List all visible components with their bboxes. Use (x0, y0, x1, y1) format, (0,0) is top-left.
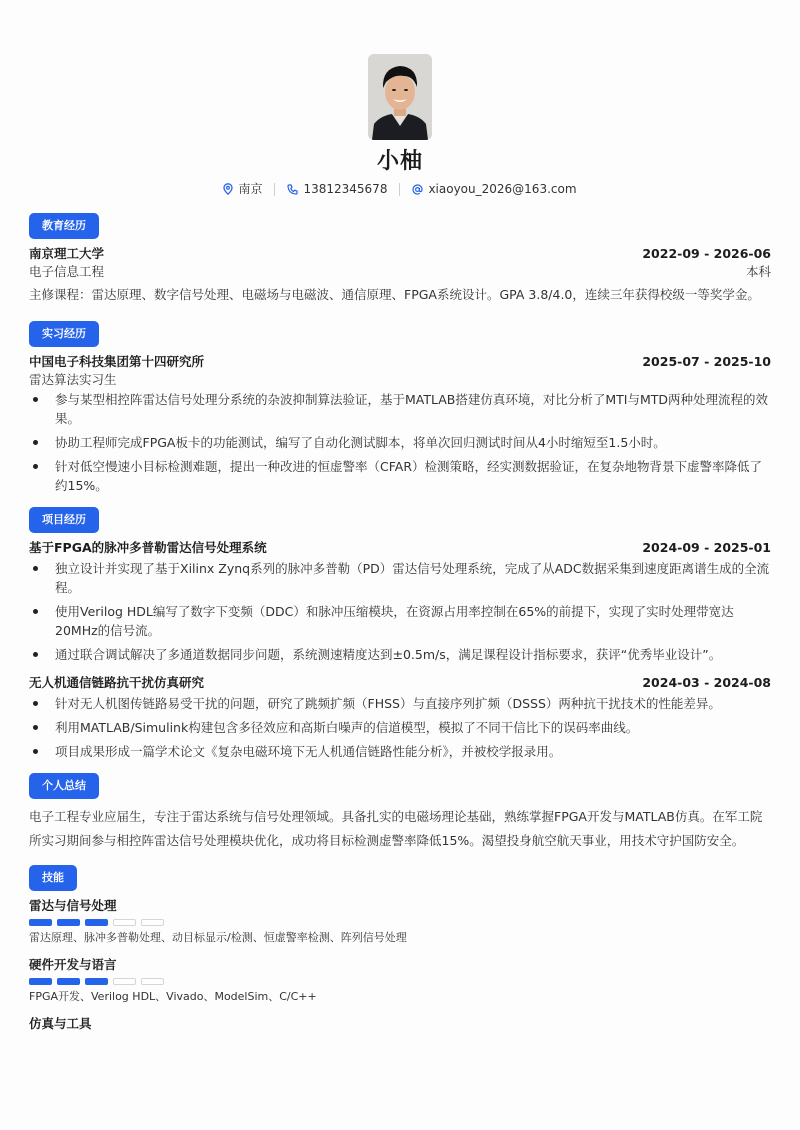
phone-icon (287, 184, 298, 195)
skill-description: FPGA开发、Verilog HDL、Vivado、ModelSim、C/C++ (29, 990, 317, 1003)
level-bar-filled (29, 919, 52, 926)
skill-name: 雷达与信号处理 (29, 898, 117, 913)
resume-header (29, 0, 771, 197)
degree: 本科 (745, 264, 771, 279)
summary-section (29, 773, 771, 853)
list-item: 项目成果形成一篇学术论文《复杂电磁环境下无人机通信链路性能分析》，并被校学报录用。 (29, 742, 771, 761)
project-header-row (29, 539, 771, 557)
education-sub-row (29, 263, 771, 280)
list-item: 利用MATLAB/Simulink构建包含多径效应和高斯白噪声的信道模型，模拟了不同干信比下的误码率曲线。 (29, 718, 771, 737)
list-item: 针对无人机图传链路易受干扰的问题，研究了跳频扩频（FHSS）与直接序列扩频（DSSS）两种抗干扰技术的性能差异。 (29, 694, 771, 713)
internship-date: 2025-07 - 2025-10 (642, 354, 771, 369)
internship-header-row (29, 353, 771, 371)
skill-name: 仿真与工具 (29, 1016, 92, 1031)
list-item: 针对低空慢速小目标检测难题，提出一种改进的恒虚警率（CFAR）检测策略，经实测数据验证，在复杂地物背景下虚警率降低了约15%。 (29, 457, 771, 495)
project-date: 2024-03 - 2024-08 (642, 675, 771, 690)
list-item: 通过联合调试解决了多通道数据同步问题，系统测速精度达到±0.5m/s，满足课程设计指标要求，获评“优秀毕业设计”。 (29, 645, 771, 664)
location-pin-icon (223, 183, 233, 195)
summary-text: 电子工程专业应届生，专注于雷达系统与信号处理领域。具备扎实的电磁场理论基础，熟练掌握FPGA开发与MATLAB仿真。在军工院所实习期间参与相控阵雷达信号处理模块优化，成功将目标检测虚警率降低15%。渴望投身航空航天事业，用技术守护国防安全。 (29, 809, 763, 848)
company-name: 中国电子科技集团第十四研究所 (29, 354, 205, 369)
internship-bullets (29, 390, 771, 495)
skill-description: 雷达原理、脉冲多普勒处理、动目标显示/检测、恒虚警率检测、阵列信号处理 (29, 931, 407, 944)
internship-section (29, 321, 771, 495)
skills-section (29, 865, 771, 1033)
section-tag-education: 教育经历 (29, 213, 99, 239)
email-text: xiaoyou_2026@163.com (428, 182, 577, 196)
contact-bar (29, 181, 771, 197)
project-header-row (29, 674, 771, 692)
section-tag-projects: 项目经历 (29, 507, 99, 533)
contact-email[interactable] (412, 181, 576, 197)
education-section (29, 213, 771, 307)
section-tag-summary: 个人总结 (29, 773, 99, 799)
level-bar-filled (57, 919, 80, 926)
level-bar-filled (57, 978, 80, 985)
level-bar-empty (113, 978, 136, 985)
contact-divider (274, 183, 275, 196)
level-bar-filled (85, 978, 108, 985)
skill-level-meter (29, 919, 771, 926)
list-item: 协助工程师完成FPGA板卡的功能测试，编写了自动化测试脚本，将单次回归测试时间从4小时缩短至1.5小时。 (29, 433, 771, 452)
candidate-name: 小柚 (376, 149, 423, 174)
education-detail: 主修课程：雷达原理、数字信号处理、电磁场与电磁波、通信原理、FPGA系统设计。GPA 3.8/4.0，连续三年获得校级一等奖学金。 (29, 287, 760, 302)
phone-text: 13812345678 (303, 182, 388, 196)
education-date: 2022-09 - 2026-06 (642, 246, 771, 261)
profile-photo (368, 54, 432, 140)
major: 电子信息工程 (29, 264, 105, 279)
education-header-row (29, 245, 771, 263)
section-tag-internship: 实习经历 (29, 321, 99, 347)
project-name: 基于FPGA的脉冲多普勒雷达信号处理系统 (29, 540, 267, 555)
job-role: 雷达算法实习生 (29, 372, 117, 387)
list-item: 参与某型相控阵雷达信号处理分系统的杂波抑制算法验证，基于MATLAB搭建仿真环境，对比分析了MTI与MTD两种处理流程的效果。 (29, 390, 771, 428)
section-tag-skills: 技能 (29, 865, 77, 891)
skill-name: 硬件开发与语言 (29, 957, 117, 972)
location-text: 南京 (238, 182, 263, 196)
contact-phone[interactable] (287, 181, 387, 197)
list-item: 独立设计并实现了基于Xilinx Zynq系列的脉冲多普勒（PD）雷达信号处理系统，完成了从ADC数据采集到速度距离谱生成的全流程。 (29, 559, 771, 597)
level-bar-filled (29, 978, 52, 985)
level-bar-empty (113, 919, 136, 926)
project-bullets (29, 559, 771, 664)
level-bar-empty (141, 978, 164, 985)
project-bullets (29, 694, 771, 761)
level-bar-filled (85, 919, 108, 926)
list-item: 使用Verilog HDL编写了数字下变频（DDC）和脉冲压缩模块，在资源占用率控制在65%的前提下，实现了实时处理带宽达20MHz的信号流。 (29, 602, 771, 640)
level-bar-empty (141, 919, 164, 926)
contact-divider (399, 183, 400, 196)
contact-location (223, 181, 262, 197)
project-name: 无人机通信链路抗干扰仿真研究 (29, 675, 205, 690)
projects-section (29, 507, 771, 761)
skill-level-meter (29, 978, 771, 985)
at-email-icon (412, 184, 423, 195)
project-date: 2024-09 - 2025-01 (642, 540, 771, 555)
school-name: 南京理工大学 (29, 246, 105, 261)
